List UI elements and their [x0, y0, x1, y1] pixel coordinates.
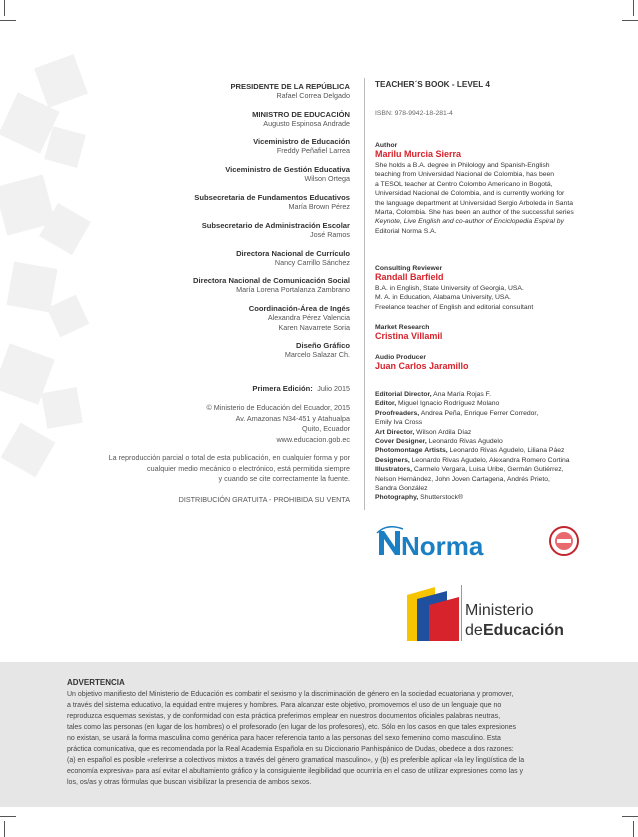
credit-label: Editorial Director, — [375, 391, 432, 398]
credit-role: MINISTRO DE EDUCACIÓN — [252, 110, 350, 119]
credit-role: Viceministro de Gestión Educativa — [225, 165, 350, 174]
advertencia-title: ADVERTENCIA — [67, 678, 125, 687]
norma-logo-text: Norma — [401, 531, 484, 561]
credit-label: Editor, — [375, 400, 397, 408]
credit-person: Wilson Ortega — [304, 174, 350, 183]
credit-block — [88, 137, 350, 155]
author-bio-line: Universidad Nacional de Colombia, and is currently working for — [375, 190, 565, 198]
distribution-notice — [88, 495, 350, 504]
production-credits — [375, 390, 615, 503]
credit-block — [88, 304, 350, 332]
author-bio-line: Keynote, Live English and co-author of Enciclopedia Espiral by — [375, 218, 564, 226]
crop-mark — [0, 816, 16, 817]
reproduction-line: cualquier medio mecánico o electrónico, está permitida siempre — [147, 463, 350, 473]
credit-value: Leonardo Rivas Agudelo, Alexandra Romero Cortina — [409, 456, 570, 464]
credit-block — [88, 193, 350, 211]
reproduction-notice — [75, 453, 350, 485]
credit-block — [88, 249, 350, 267]
credit-line — [375, 390, 615, 399]
credit-line — [375, 475, 615, 484]
advertencia-line: a través del sistema educativo, la equidad entre mujeres y hombres. Para alcanzar este objetivo, promovemos el uso de un lenguaje que no — [67, 702, 502, 709]
reviewer-bio-line: M. A. in Education, Alabama University, USA. — [375, 294, 511, 302]
credit-role: PRESIDENTE DE LA REPÚBLICA — [230, 82, 350, 91]
credit-value: Miguel Ignacio Rodríguez Molano — [396, 400, 500, 408]
credit-person: José Ramos — [310, 230, 350, 239]
ministerio-line2: Educación — [483, 622, 564, 639]
credit-person: María Brown Pérez — [288, 202, 350, 211]
credit-role: Directora Nacional de Currículo — [236, 249, 350, 258]
audio-label: Audio Producer — [375, 354, 426, 361]
credit-block — [88, 341, 350, 359]
credit-person: Freddy Peñafiel Larrea — [276, 146, 350, 155]
author-bio-line: She holds a B.A. degree in Philology and Spanish-English — [375, 162, 550, 169]
crop-mark — [633, 0, 634, 16]
credit-block — [88, 221, 350, 239]
author-bio-line: the language department at Universidad Sergio Arboleda in Santa — [375, 199, 573, 207]
credit-person: Nancy Carrillo Sánchez — [274, 258, 350, 267]
reviewer-bio-line: Freelance teacher of English and editorial consultant — [375, 303, 534, 311]
distribution-text: DISTRIBUCIÓN GRATUITA - PROHIBIDA SU VENTA — [178, 495, 350, 504]
crop-mark — [633, 821, 634, 837]
credit-person: Marcelo Salazar Ch. — [284, 350, 350, 359]
credit-person: Karen Navarrete Soria — [278, 323, 350, 332]
credit-label: Cover Designer, — [375, 438, 427, 446]
credit-value: Wilson Ardila Díaz — [414, 428, 472, 436]
author-bio-line: a TESOL teacher at Centro Colombo Americano in Bogotá, — [375, 180, 553, 188]
edition-line — [88, 378, 350, 396]
edition-value: Julio 2015 — [317, 384, 350, 393]
advertencia-body — [67, 689, 577, 788]
credit-label: Photography, — [375, 494, 419, 502]
reviewer-bio-line: B.A. in English, State University of Georgia, USA. — [375, 285, 524, 292]
advertencia-line: (a) en español es posible «referirse a colectivos mixtos a través del género gramatical masculino», y (b) es preferible aplicar «la ley lingüística de la — [67, 757, 525, 764]
advertencia-line: práctica comunicativa, que es recomendada por la Real Academia Española en su Diccionario Panhispánico de Dudas, obedece a dos razones: — [67, 746, 514, 753]
credit-line — [375, 428, 615, 437]
advertencia-line: economía expresiva» para así evitar el abultamiento gráfico y la consiguiente ilegibilidad que ocurriría en el caso de utilizar expresiones como las y — [67, 768, 524, 775]
author-bio — [375, 161, 615, 236]
publisher-badge-icon — [548, 525, 580, 557]
book-title: TEACHER´S BOOK - LEVEL 4 — [375, 80, 490, 89]
audio-name: Juan Carlos Jaramillo — [375, 361, 469, 371]
author-label: Author — [375, 142, 398, 149]
credit-role: Coordinación-Área de Ingés — [248, 304, 350, 313]
author-bio-line: teaching from Universidad Nacional de Colombia, has been — [375, 171, 555, 179]
credit-value: Shutterstock® — [418, 494, 463, 502]
column-divider — [364, 78, 365, 510]
crop-mark — [622, 816, 638, 817]
reproduction-line: La reproducción parcial o total de esta publicación, en cualquier forma y por — [108, 453, 350, 462]
credit-role: Diseño Gráfico — [295, 341, 350, 350]
market-label: Market Research — [375, 324, 430, 331]
ministerio-line1: Ministerio — [465, 602, 534, 619]
credit-line — [375, 399, 615, 408]
credit-label: Designers, — [375, 456, 410, 464]
advertencia-line: no existan, se usará la forma masculina como genérica para hacer referencia tanto a las personas del sexo femenino como masculino. Esta — [67, 735, 501, 742]
credit-person: María Lorena Portalanza Zambrano — [236, 285, 350, 294]
credit-block — [88, 165, 350, 183]
credit-value: Nelson Hernández, John Joven Cartagena, Andrés Prieto, — [375, 475, 550, 483]
credit-value: Ana María Rojas F. — [431, 391, 491, 398]
copyright-line: © Ministerio de Educación del Ecuador, 2015 — [206, 403, 350, 412]
reviewer-label: Consulting Reviewer — [375, 265, 443, 272]
copyright-block — [88, 403, 350, 445]
address-line: Av. Amazonas N34-451 y Atahualpa — [235, 413, 350, 423]
credit-person: Alexandra Pérez Valencia — [267, 313, 350, 322]
credit-role: Subsecretaria de Fundamentos Educativos — [194, 193, 350, 202]
credit-role: Subsecretario de Administración Escolar — [201, 221, 350, 230]
credit-value: Carmelo Vergara, Luisa Uribe, Germán Gutiérrez, — [412, 466, 564, 474]
crop-mark — [622, 20, 638, 21]
city-line: Quito, Ecuador — [302, 424, 350, 433]
advertencia-line: tales como las personas (en lugar de los hombres) o el profesorado (en lugar de los profesores), etc. Sólo en los casos en que tales expresiones — [67, 724, 517, 731]
ministerio-educacion-logo — [407, 585, 564, 643]
website-line: www.educacion.gob.ec — [276, 434, 350, 444]
crop-mark — [4, 821, 5, 837]
credit-value: Sandra González — [375, 485, 428, 493]
author-bio-line: Marta, Colombia. She has been an author of the successful series — [375, 209, 574, 217]
credit-label: Art Director, — [375, 428, 415, 436]
credit-line — [375, 418, 615, 427]
credit-value: Emily Iva Cross — [375, 419, 423, 427]
credit-person: Augusto Espinosa Andrade — [263, 119, 350, 128]
author-name: Marilu Murcia Sierra — [375, 149, 462, 159]
reviewer-bio — [375, 284, 615, 312]
credit-line — [375, 465, 615, 474]
credit-person: Rafael Correa Delgado — [276, 91, 350, 100]
credit-block — [88, 82, 350, 100]
credit-line — [375, 446, 615, 455]
advertencia-line: reproduzca esquemas sexistas, y de conformidad con esta práctica preferimos emplear en nuestros documentos oficiales palabras neutras, — [67, 713, 501, 720]
credit-value: Leonardo Rivas Agudelo, Liliana Páez — [447, 447, 565, 455]
credit-value: Andrea Peña, Enrique Ferrer Corredor, — [419, 409, 539, 417]
ministerio-de: de — [465, 622, 483, 639]
market-name: Cristina Villamil — [375, 331, 443, 341]
credit-role: Directora Nacional de Comunicación Social — [193, 276, 350, 285]
crop-mark — [0, 20, 16, 21]
advertencia-section — [0, 662, 638, 807]
credit-label: Proofreaders, — [375, 409, 420, 417]
credit-line — [375, 484, 615, 493]
advertencia-line: Un objetivo manifiesto del Ministerio de Educación es combatir el sexismo y la discriminación de género en la sociedad ecuatoriana y promover, — [67, 691, 514, 698]
advertencia-line: los, os/as y otras fórmulas que buscan visibilizar la presencia de ambos sexos. — [67, 779, 312, 786]
crop-mark — [4, 0, 5, 16]
credit-line — [375, 437, 615, 446]
edition-label: Primera Edición: — [252, 384, 313, 393]
isbn: ISBN: 978-9942-18-281-4 — [375, 110, 453, 117]
credit-label: Illustrators, — [375, 466, 413, 474]
credit-value: Leonardo Rivas Agudelo — [426, 438, 503, 446]
credit-label: Photomontage Artists, — [375, 447, 448, 455]
author-bio-line: Editorial Norma S.A. — [375, 227, 437, 235]
reproduction-line: y cuando se cite correctamente la fuente. — [218, 474, 350, 483]
credit-block — [88, 276, 350, 294]
credit-block — [88, 110, 350, 128]
credit-line — [375, 493, 615, 502]
reviewer-name: Randall Barfield — [375, 272, 444, 282]
credit-role: Viceministro de Educación — [253, 137, 350, 146]
credit-line — [375, 456, 615, 465]
decorative-squares — [0, 60, 90, 480]
norma-logo — [377, 525, 537, 561]
credit-line — [375, 409, 615, 418]
